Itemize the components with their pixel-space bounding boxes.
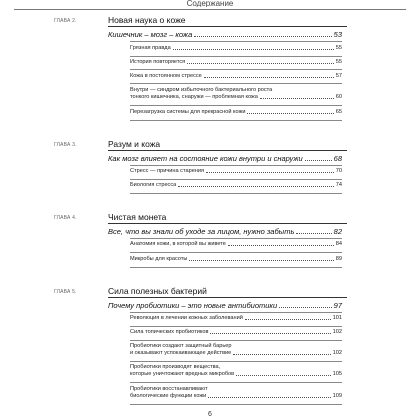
entry-title: Биология стресса [130,182,177,188]
dot-leader [204,77,334,78]
separator [130,41,342,42]
separator [130,165,342,166]
entry-title: Грязная правда [130,45,171,51]
entry-page: 70 [335,168,342,174]
entry-page: 53 [333,30,342,39]
entry-page: 65 [335,109,342,115]
entry-title: Стресс — причина старения [130,168,205,174]
entry-page: 89 [335,256,342,262]
separator [130,340,342,341]
entry-title-line1: Пробиотики восстанавливают [130,386,208,392]
toc-main-entry[interactable] [108,154,342,163]
dot-leader [178,186,334,187]
toc-sub-entry[interactable] [130,343,342,357]
toc-sub-entry[interactable] [130,386,342,400]
separator [130,56,342,57]
entry-page: 57 [335,73,342,79]
entry-title: Кожа в постоянном стрессе [130,73,202,79]
entry-page: 105 [332,371,342,377]
page-header [0,0,420,7]
dot-leader [194,36,331,37]
entry-page: 60 [335,94,342,100]
entry-title-line1: Внутри — синдром избыточного бактериального роста [130,87,273,93]
separator [130,193,342,194]
toc-main-entry[interactable] [108,301,342,310]
chapter-title: Чистая монета [108,212,167,222]
chapter-rule [108,223,347,224]
entry-page: 102 [332,350,342,356]
entry-title: Анатомия кожи, в которой вы живете [130,241,226,247]
chapter-label: ГЛАВА 3. [54,142,77,148]
chapter-label: ГЛАВА 4. [54,215,77,221]
toc-sub-entry[interactable] [130,168,342,175]
separator [130,326,342,327]
dot-leader [296,233,331,234]
entry-page: 102 [332,329,342,335]
entry-page: 55 [335,45,342,51]
entry-title: Кишечник – мозг – кожа [108,30,193,39]
toc-sub-entry[interactable] [130,73,342,80]
entry-page: 68 [333,154,342,163]
toc-sub-entry[interactable] [130,315,342,322]
entry-title-line2: и оказывают успокаивающее действие [130,350,232,356]
toc-main-entry[interactable] [108,30,342,39]
chapter-rule [108,26,347,27]
entry-title: Как мозг влияет на состояние кожи внутри и снаружи [108,154,303,163]
entry-title: История повторяется [130,59,186,65]
separator [130,69,342,70]
toc-sub-entry[interactable] [130,241,342,248]
dot-leader [210,333,330,334]
entry-title: Революция в лечении кожных заболеваний [130,315,243,321]
entry-title: Все, что вы знали об уходе за лицом, нужно забыть [108,227,295,236]
chapter-title: Сила полезных бактерий [108,286,207,296]
separator [130,83,342,84]
header-title: Содержание [186,0,234,7]
entry-page: 101 [332,315,342,321]
toc-sub-entry[interactable] [130,256,342,263]
dot-leader [173,49,334,50]
entry-title-line1: Пробиотики производят вещества, [130,364,221,370]
entry-title-line1: Пробиотики создают защитный барьер [130,343,232,349]
toc-sub-entry[interactable] [130,329,342,336]
entry-title: Почему пробиотики – это новые антибиотики [108,301,278,310]
entry-title-line2: биологические функции кожи [130,393,207,399]
dot-leader [189,260,333,261]
toc-sub-entry[interactable] [130,87,342,101]
separator [130,382,342,383]
entry-title: Микробы для красоты [130,256,188,262]
dot-leader [206,172,334,173]
toc-sub-entry[interactable] [130,364,342,378]
chapter-title: Разум и кожа [108,139,161,149]
entry-page: 109 [332,393,342,399]
toc-main-entry[interactable] [108,227,342,236]
header-rule [14,9,406,10]
entry-page: 84 [335,241,342,247]
entry-page: 74 [335,182,342,188]
chapter-rule [108,150,347,151]
dot-leader [279,307,332,308]
dot-leader [233,354,330,355]
separator [130,361,342,362]
entry-title: Сила топических пробиотиков [130,329,209,335]
entry-page: 82 [333,227,342,236]
entry-title: Перезагрузка системы для прекрасной кожи [130,109,246,115]
toc-sub-entry[interactable] [130,59,342,66]
separator [130,252,342,253]
dot-leader [228,245,334,246]
chapter-title: Новая наука о коже [108,15,186,25]
toc-sub-entry[interactable] [130,182,342,189]
separator [130,105,342,106]
dot-leader [260,98,334,99]
dot-leader [187,63,334,64]
dot-leader [247,113,333,114]
entry-page: 97 [333,301,342,310]
toc-sub-entry[interactable] [130,45,342,52]
separator [130,267,342,268]
separator [130,120,342,121]
toc-sub-entry[interactable] [130,109,342,116]
dot-leader [208,397,330,398]
entry-title-line2: которые уничтожают вредных микробов [130,371,235,377]
page-number: 6 [208,411,212,418]
dot-leader [245,319,331,320]
separator [130,238,342,239]
separator [130,179,342,180]
dot-leader [236,375,331,376]
separator [130,312,342,313]
entry-title-line2: тонкого кишечника, снаружи — проблемная кожа [130,94,258,100]
dot-leader [305,160,332,161]
entry-page: 55 [335,59,342,65]
separator [130,404,342,405]
chapter-label: ГЛАВА 5. [54,289,77,295]
chapter-label: ГЛАВА 2. [54,18,77,24]
chapter-rule [108,297,347,298]
